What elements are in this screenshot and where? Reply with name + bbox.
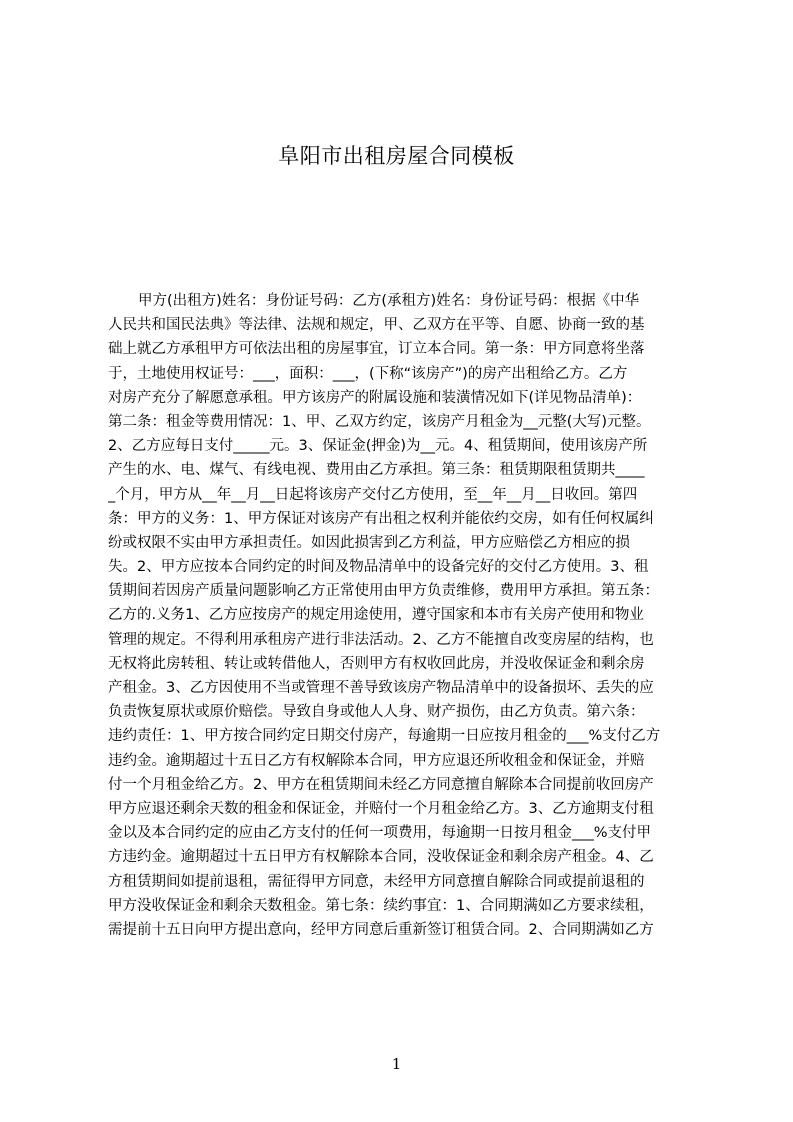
text-line: 产生的水、电、煤气、有线电视、费用由乙方承担。第三条：租赁期限租赁期共____ <box>108 462 645 479</box>
text-line: 需提前十五日向甲方提出意向，经甲方同意后重新签订租赁合同。2、合同期满如乙方 <box>108 921 654 938</box>
text-line: 于，土地使用权证号：___，面积：___，(下称“该房产”)的房产出租给乙方。乙方 <box>108 365 628 382</box>
text-line: 础上就乙方承租甲方可依法出租的房屋事宜，订立本合同。第一条：甲方同意将坐落 <box>108 341 645 358</box>
contract-body <box>108 289 698 1047</box>
text-line: 金以及本合同约定的应由乙方支付的任何一项费用，每逾期一日按月租金___%支付甲 <box>108 825 652 842</box>
text-line: 第二条：租金等费用情况：1、甲、乙双方约定，该房产月租金为__元整(大写)元整。 <box>108 413 651 430</box>
text-line: 产租金。3、乙方因使用不当或管理不善导致该房产物品清单中的设备损坏、丢失的应 <box>108 680 654 696</box>
text-line: 失。2、甲方应按本合同约定的时间及物品清单中的设备完好的交付乙方使用。3、租 <box>108 559 649 576</box>
text-line: 纷或权限不实由甲方承担责任。如因此损害到乙方利益，甲方应赔偿乙方相应的损 <box>108 534 630 551</box>
text-line: 人民共和国民法典》等法律、法规和规定，甲、乙双方在平等、自愿、协商一致的基 <box>108 317 645 334</box>
text-line: 条：甲方的义务：1、甲方保证对该房产有出租之权利并能依约交房，如有任何权属纠 <box>108 510 654 527</box>
text-line: 管理的规定。不得利用承租房产进行非法活动。2、乙方不能擅自改变房屋的结构，也 <box>108 631 654 648</box>
text-line: 方租赁期间如提前退租，需征得甲方同意，未经甲方同意擅自解除合同或提前退租的 <box>108 873 645 890</box>
text-line: 负责恢复原状或原价赔偿。导致自身或他人人身、财产损伤，由乙方负责。第六条： <box>108 704 645 721</box>
text-line: 违约金。逾期超过十五日乙方有权解除本合同，甲方应退还所收租金和保证金，并赔 <box>108 752 645 769</box>
text-line: 乙方的.义务1、乙方应按房产的规定用途使用，遵守国家和本市有关房产使用和物业 <box>108 607 644 624</box>
text-line: 方违约金。逾期超过十五日甲方有权解除本合同，没收保证金和剩余房产租金。4、乙 <box>108 849 654 866</box>
text-line: 付一个月租金给乙方。2、甲方在租赁期间未经乙方同意擅自解除本合同提前收回房产 <box>108 776 654 793</box>
text-line: 无权将此房转租、转让或转借他人，否则甲方有权收回此房，并没收保证金和剩余房 <box>108 655 645 672</box>
text-line: 甲方没收保证金和剩余天数租金。第七条：续约事宜：1、合同期满如乙方要求续租， <box>108 897 654 914</box>
document-title: 阜阳市出租房屋合同模板 <box>278 144 515 168</box>
text-line: 违约责任：1、甲方按合同约定日期交付房产，每逾期一日应按月租金的___%支付乙方 <box>108 728 661 745</box>
text-line: 2、乙方应每日支付_____元。3、保证金(押金)为__元。4、租赁期间，使用该房产所 <box>108 438 648 455</box>
page-number: 1 <box>391 1055 402 1073</box>
text-line: 甲方应退还剩余天数的租金和保证金，并赔付一个月租金给乙方。3、乙方逾期支付租 <box>108 800 654 817</box>
text-line: _个月，甲方从__年__月__日起将该房产交付乙方使用，至__年__月__日收回。第四 <box>108 486 638 503</box>
text-line: 对房产充分了解愿意承租。甲方该房产的附属设施和装潢情况如下(详见物品清单)： <box>108 389 642 406</box>
text-line: 甲方(出租方)姓名：身份证号码：乙方(承租方)姓名：身份证号码：根据《中华 <box>138 293 640 309</box>
text-line: 赁期间若因房产质量问题影响乙方正常使用由甲方负责维修，费用甲方承担。第五条： <box>108 583 659 600</box>
